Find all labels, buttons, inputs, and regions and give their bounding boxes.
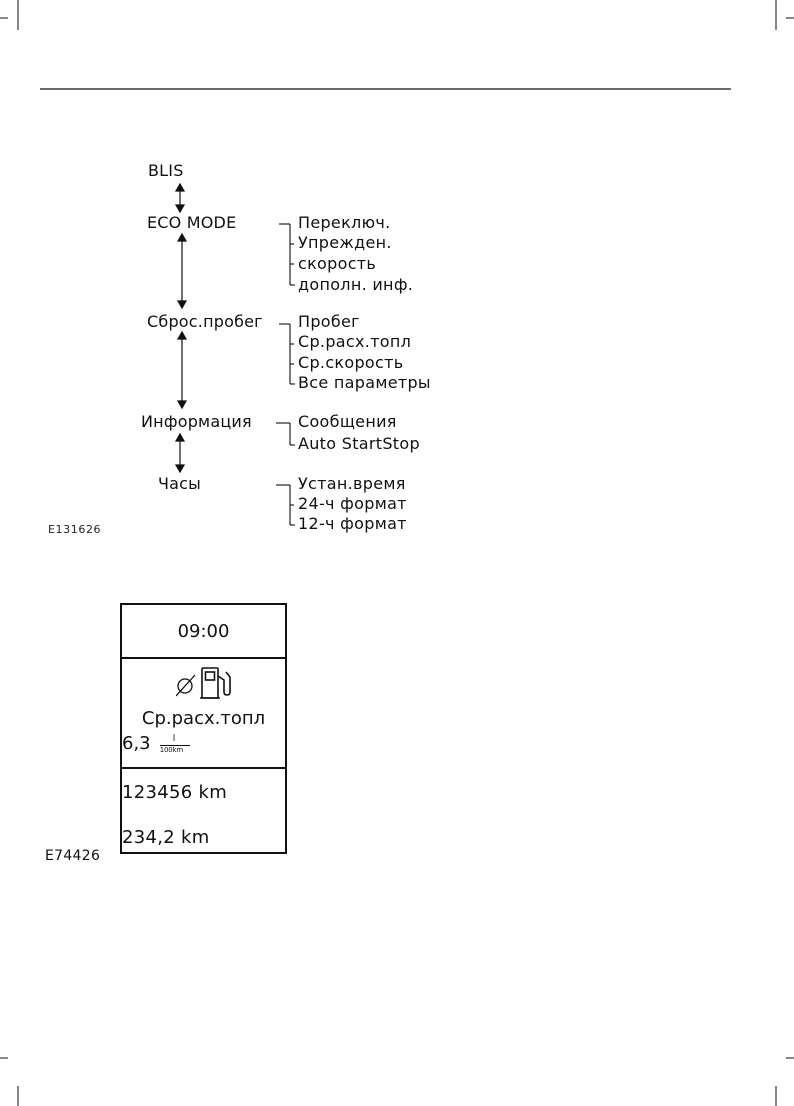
display-divider bbox=[122, 767, 285, 769]
submenu-item: Ср.расх.топл bbox=[298, 332, 412, 351]
submenu-item: Пробег bbox=[298, 312, 360, 331]
submenu-item: Ср.скорость bbox=[298, 353, 404, 372]
submenu-item: Все параметры bbox=[298, 373, 431, 392]
consumption-value: 6,3 bbox=[122, 733, 151, 754]
unit-numerator: l bbox=[172, 734, 176, 744]
average-symbol-icon bbox=[176, 675, 195, 696]
display-icons bbox=[176, 664, 240, 708]
menu-item-information: Информация bbox=[141, 412, 252, 431]
submenu-item: скорость bbox=[298, 254, 377, 273]
clock-readout: 09:00 bbox=[177, 621, 230, 642]
submenu-item: 24-ч формат bbox=[298, 494, 407, 513]
submenu-item: Устан.время bbox=[298, 474, 406, 493]
menu-brackets bbox=[276, 224, 295, 525]
submenu-item: Упрежден. bbox=[298, 233, 392, 252]
trip-readout: 234,2 km bbox=[122, 827, 210, 848]
menu-item-trip-reset: Сброс.пробег bbox=[147, 312, 263, 331]
submenu-item: Переключ. bbox=[298, 213, 391, 232]
submenu-item: Сообщения bbox=[298, 412, 397, 431]
consumption-unit bbox=[160, 733, 190, 755]
unit-denominator: 100km bbox=[159, 746, 183, 754]
fuel-pump-icon bbox=[200, 668, 230, 698]
menu-item-clock: Часы bbox=[158, 474, 202, 493]
display-divider bbox=[122, 657, 285, 659]
average-consumption-label: Ср.расх.топл bbox=[141, 708, 266, 729]
consumption-readout bbox=[122, 733, 285, 755]
instrument-display bbox=[120, 603, 287, 854]
figure-code: E74426 bbox=[45, 848, 101, 864]
submenu-item: Auto StartStop bbox=[298, 434, 420, 453]
menu-item-blis: BLIS bbox=[148, 161, 184, 180]
odometer-readout: 123456 km bbox=[122, 782, 228, 803]
submenu-item: дополн. инф. bbox=[298, 275, 414, 294]
menu-item-eco-mode: ECO MODE bbox=[147, 213, 237, 232]
submenu-item: 12-ч формат bbox=[298, 514, 407, 533]
figure-code: E131626 bbox=[48, 523, 102, 536]
